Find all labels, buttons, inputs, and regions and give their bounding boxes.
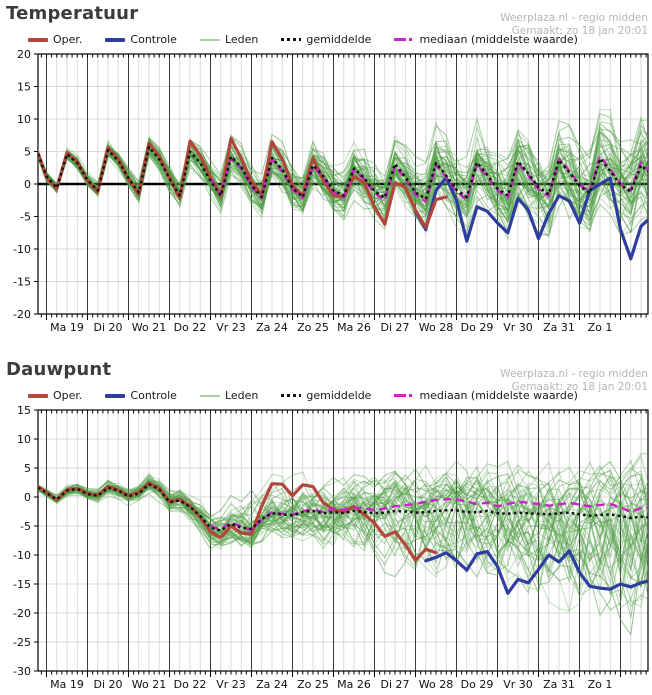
x-axis-day-label: Do 22 [173, 678, 207, 691]
y-axis-label: -20 [13, 607, 31, 620]
x-axis-day-label: Wo 28 [418, 321, 454, 334]
x-axis-day-label: Vr 23 [216, 321, 246, 334]
y-axis-label: -15 [13, 578, 31, 591]
y-axis-label: 5 [24, 462, 31, 475]
y-axis-label: 5 [24, 145, 31, 159]
controle-line-swatch-icon [105, 38, 125, 42]
temperature-chart-block [0, 0, 652, 338]
x-axis-day-label: Vr 23 [216, 678, 246, 691]
x-axis-day-label: Za 31 [543, 678, 575, 691]
y-axis-label: 10 [17, 113, 31, 126]
x-axis-day-label: Za 24 [256, 678, 288, 691]
y-axis-label: -30 [13, 665, 31, 678]
legend-item-leden [200, 33, 258, 46]
x-axis-day-label: Zo 1 [587, 321, 613, 334]
x-axis-day-label: Zo 1 [587, 678, 613, 691]
y-axis-label: -10 [13, 243, 31, 256]
y-axis-label: 15 [17, 404, 31, 417]
y-axis-label: -5 [20, 520, 31, 533]
data-layer [38, 454, 648, 635]
legend-label: Controle [130, 33, 177, 46]
dewpoint-chart-block [0, 356, 652, 695]
gemiddelde-line-swatch-icon [281, 38, 301, 41]
y-axis-label: -20 [13, 308, 31, 321]
leden-line-swatch-icon [200, 395, 220, 397]
legend-item-oper [28, 33, 82, 46]
page-title-dewpoint: Dauwpunt [6, 359, 112, 380]
legend-label: Leden [224, 389, 259, 402]
mediaan-line-swatch-icon [394, 394, 414, 397]
legend-item-controle [105, 389, 177, 402]
x-axis-day-label: Za 24 [256, 321, 288, 334]
legend-item-oper [28, 389, 82, 402]
credit-source: Weerplaza.nl - regio midden [500, 368, 648, 380]
data-layer [38, 110, 648, 259]
dewpoint-plot [0, 404, 652, 695]
x-axis-day-label: Zo 25 [297, 321, 329, 334]
y-axis-label: 10 [17, 433, 31, 446]
y-axis-label: -10 [13, 549, 31, 562]
x-axis-day-label: Ma 19 [50, 678, 84, 691]
x-axis-day-label: Di 20 [93, 678, 123, 691]
x-axis-day-label: Di 27 [380, 321, 410, 334]
oper-line-swatch-icon [28, 394, 48, 398]
x-axis-day-label: Wo 21 [131, 678, 167, 691]
x-axis-day-label: Wo 21 [131, 321, 167, 334]
legend-item-gemiddelde [281, 389, 371, 402]
y-axis-label: 15 [17, 80, 31, 94]
x-axis-day-label: Do 22 [173, 321, 207, 334]
x-axis-day-label: Wo 28 [418, 678, 454, 691]
legend-label: mediaan (middelste waarde) [419, 389, 578, 402]
y-axis-label: 0 [24, 491, 31, 504]
legend-item-controle [105, 33, 177, 46]
credit-text [500, 368, 648, 394]
credit-timestamp: Gemaakt: zo 18 jan 20:01 [511, 25, 648, 37]
legend-label: Leden [224, 33, 259, 46]
x-axis-day-label: Vr 30 [503, 321, 533, 334]
x-axis-day-label: Do 29 [460, 678, 494, 691]
legend-label: Controle [130, 389, 177, 402]
x-axis-day-label: Di 20 [93, 321, 123, 334]
controle-line-swatch-icon [105, 394, 125, 398]
legend-label: Oper. [53, 389, 83, 402]
x-axis-day-label: Ma 26 [337, 321, 371, 334]
gemiddelde-line-swatch-icon [281, 394, 301, 397]
y-axis-label: -5 [20, 210, 31, 224]
legend-item-leden [200, 389, 258, 402]
page-title-temperature: Temperatuur [6, 3, 139, 24]
x-axis-day-label: Vr 30 [503, 678, 533, 691]
legend-label: Oper. [53, 33, 83, 46]
temperature-plot [0, 48, 652, 338]
x-axis-day-label: Ma 26 [337, 678, 371, 691]
y-axis-label: 0 [24, 178, 31, 191]
y-axis-label: -15 [13, 275, 31, 289]
x-axis-day-label: Za 31 [543, 321, 575, 334]
x-axis-day-label: Zo 25 [297, 678, 329, 691]
y-axis-label: 20 [17, 48, 31, 61]
x-axis-day-label: Di 27 [380, 678, 410, 691]
x-axis-day-label: Ma 19 [50, 321, 84, 334]
credit-timestamp: Gemaakt: zo 18 jan 20:01 [511, 381, 648, 393]
legend-label: gemiddelde [306, 389, 372, 402]
credit-text [500, 12, 648, 38]
legend-label: gemiddelde [306, 33, 372, 46]
credit-source: Weerplaza.nl - regio midden [500, 12, 648, 24]
oper-line-swatch-icon [28, 38, 48, 42]
legend-item-gemiddelde [281, 33, 371, 46]
mediaan-line-swatch-icon [394, 38, 414, 41]
x-axis-day-label: Do 29 [460, 321, 494, 334]
legend-label: mediaan (middelste waarde) [419, 33, 578, 46]
leden-line-swatch-icon [200, 39, 220, 41]
y-axis-label: -25 [13, 636, 31, 649]
